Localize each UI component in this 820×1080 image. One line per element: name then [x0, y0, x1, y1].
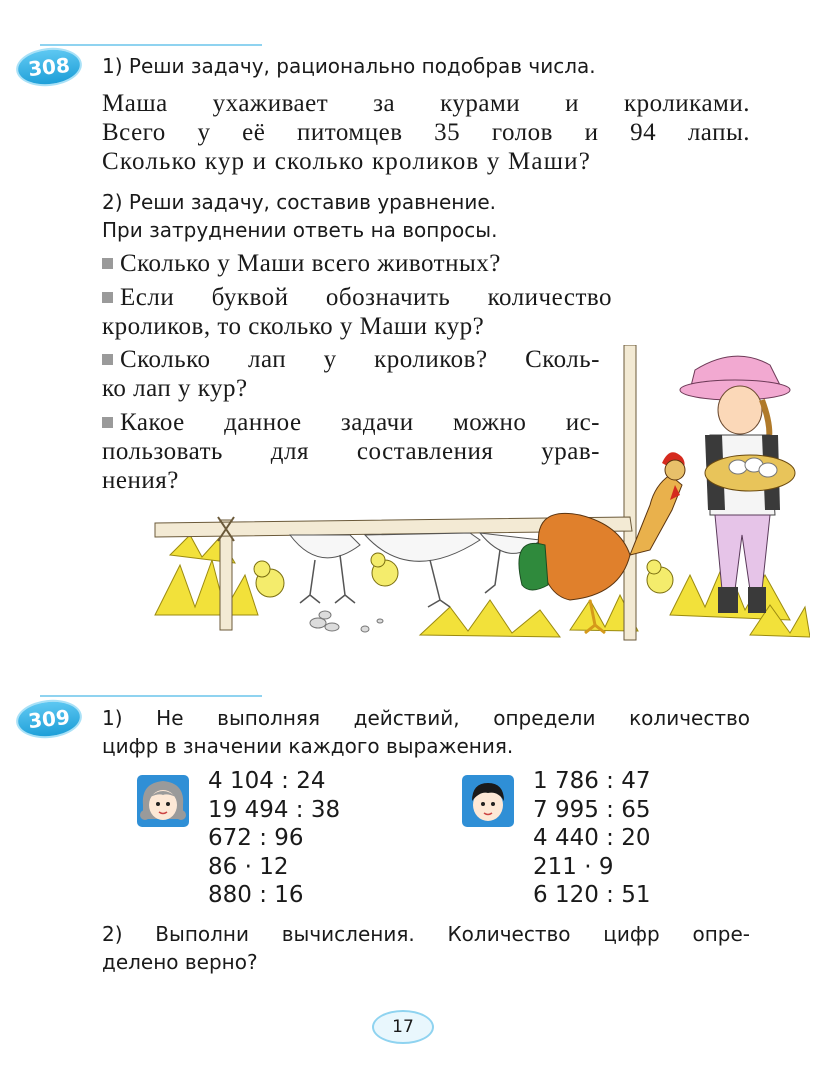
question-item-2 [102, 283, 612, 343]
task-308-problem-line-2: Всего у её питомцев 35 голов и 94 лапы. [102, 119, 750, 146]
question-2-line-1: Если буквой обозначить количество [120, 284, 612, 311]
question-3-line-2: ко лап у кур? [102, 375, 248, 402]
task-308-part1-title: 1) Реши задачу, рационально подобрав числа. [102, 54, 596, 78]
expression-item: 6 120 : 51 [533, 882, 651, 908]
girl-with-eggs-icon [680, 356, 795, 613]
expression-item: 880 : 16 [208, 882, 304, 908]
boy-face-icon [462, 775, 514, 827]
square-bullet-icon [102, 292, 113, 303]
expression-item: 211 · 9 [533, 853, 614, 880]
rooster-icon [519, 452, 685, 633]
expression-item: 4 104 : 24 [208, 768, 326, 794]
pebbles-icon [310, 611, 383, 632]
task-308-badge: 308 [16, 47, 81, 87]
expression-item: 86 · 12 [208, 853, 289, 880]
question-1-line-1: Сколько у Маши всего животных? [120, 250, 501, 277]
question-item-1 [102, 249, 612, 279]
task-309-part2-line-1: 2) Выполни вычисления. Количество цифр опре- [102, 922, 750, 946]
expression-item: 4 440 : 20 [533, 825, 651, 851]
task-309-part1-line-2: цифр в значении каждого выражения. [102, 734, 514, 758]
task-308-rule [40, 44, 262, 46]
girl-avatar [137, 775, 189, 827]
square-bullet-icon [102, 258, 113, 269]
square-bullet-icon [102, 417, 113, 428]
page-number: 17 [372, 1010, 434, 1044]
square-bullet-icon [102, 354, 113, 365]
boy-expression-list [533, 767, 650, 910]
question-2-line-2: кроликов, то сколько у Маши кур? [102, 313, 485, 340]
expression-item: 19 494 : 38 [208, 796, 341, 823]
fence-post [624, 345, 636, 640]
task-309-part1-line-1: 1) Не выполняя действий, определи количество [102, 706, 750, 730]
girl-expression-list [208, 767, 340, 910]
boy-avatar [462, 775, 514, 827]
girl-face-icon [137, 775, 189, 827]
task-308-part2-line-1: 2) Реши задачу, составив уравнение. [102, 190, 497, 214]
farm-illustration [150, 345, 810, 645]
task-309-badge: 309 [16, 699, 81, 739]
expression-item: 1 786 : 47 [533, 768, 651, 794]
task-309-part2-line-2: делено верно? [102, 950, 258, 974]
task-309-rule [40, 695, 262, 697]
expression-item: 672 : 96 [208, 825, 304, 851]
question-4-line-2: пользовать для составления урав- [102, 438, 600, 465]
task-308-problem-line-1: Маша ухаживает за курами и кроликами. [102, 90, 750, 117]
question-4-line-1: Какое данное задачи можно ис- [120, 409, 600, 436]
expression-item: 7 995 : 65 [533, 796, 651, 823]
hen-icon [290, 533, 540, 561]
question-3-line-1: Сколько лап у кроликов? Сколь- [120, 346, 600, 373]
hay-icon [155, 535, 810, 637]
task-308-part2-line-2: При затруднении ответь на вопросы. [102, 218, 498, 242]
question-4-line-3: нения? [102, 467, 179, 494]
task-308-problem-line-3: Сколько кур и сколько кроликов у Маши? [102, 148, 592, 175]
